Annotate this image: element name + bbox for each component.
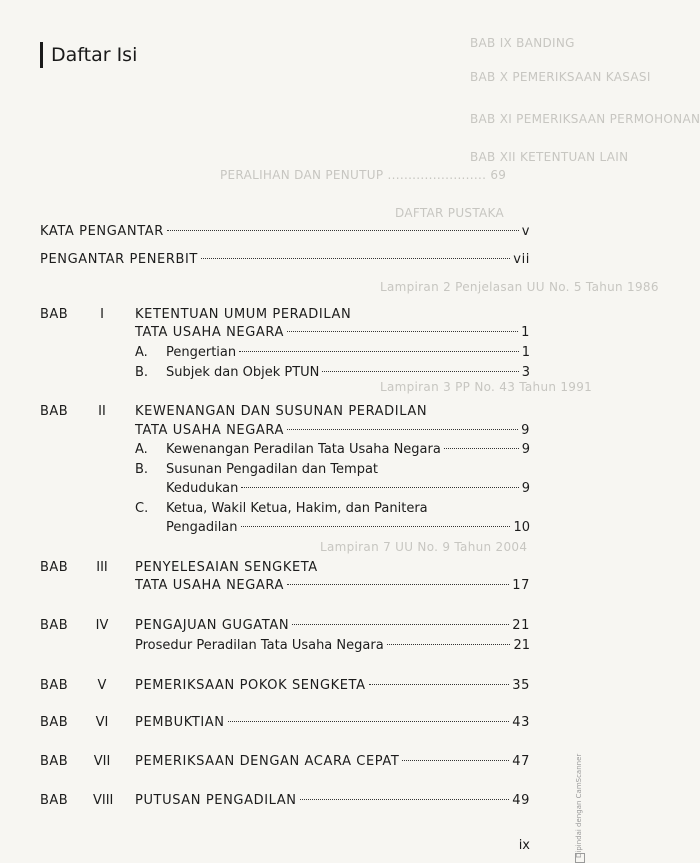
scanner-text: Dipindai dengan CamScanner: [575, 753, 583, 858]
toc-subentry[interactable]: [0, 499, 600, 519]
sub-page: 3: [521, 365, 530, 380]
leader-dots: [300, 799, 510, 800]
bab-number: III: [96, 560, 108, 575]
leader-dots: [287, 429, 518, 430]
chapter-page: 43: [512, 715, 530, 730]
sub-title: Kewenangan Peradilan Tata Usaha Negara: [166, 442, 441, 457]
leader-dots: [287, 331, 518, 332]
bab-number: II: [98, 404, 106, 419]
chapter-title: PEMERIKSAAN DENGAN ACARA CEPAT: [135, 754, 400, 769]
sub-page: 10: [513, 520, 530, 535]
leader-dots: [444, 448, 519, 449]
chapter-page: 17: [512, 578, 530, 593]
sub-title: Ketua, Wakil Ketua, Hakim, dan Panitera: [166, 501, 428, 516]
entry-page: vii: [513, 252, 530, 267]
chapter-ii-heading[interactable]: [0, 402, 600, 422]
leader-dots: [167, 230, 519, 231]
chapter-title: PEMERIKSAAN POKOK SENGKETA: [135, 678, 366, 693]
toc-subentry[interactable]: [0, 636, 600, 656]
chapter-title: TATA USAHA NEGARA: [135, 325, 284, 340]
bab-label: BAB: [40, 618, 69, 633]
toc-subentry[interactable]: [0, 363, 600, 383]
chapter-iv-heading[interactable]: [0, 616, 600, 636]
leader-dots: [292, 624, 509, 625]
bab-number: IV: [95, 618, 109, 633]
toc-entry-kata-pengantar[interactable]: [0, 222, 600, 242]
bab-label: BAB: [40, 678, 69, 693]
sub-page: 1: [521, 345, 530, 360]
chapter-title: TATA USAHA NEGARA: [135, 423, 284, 438]
sub-page: 9: [521, 481, 530, 496]
bab-number: VIII: [93, 793, 114, 808]
bleed-text: PERALIHAN DAN PENUTUP ........................ 69: [220, 168, 507, 182]
sub-letter: B.: [135, 365, 149, 380]
bleed-text: DAFTAR PUSTAKA: [395, 206, 505, 220]
chapter-i-heading[interactable]: [0, 305, 600, 325]
chapter-title: KEWENANGAN DAN SUSUNAN PERADILAN: [135, 404, 428, 419]
sub-title: Kedudukan: [166, 481, 239, 496]
chapter-title: TATA USAHA NEGARA: [135, 578, 284, 593]
bleed-text: Lampiran 2 Penjelasan UU No. 5 Tahun 1986: [380, 280, 659, 294]
leader-dots: [241, 487, 518, 488]
sub-title: Pengertian: [166, 345, 237, 360]
chapter-i-heading-cont[interactable]: [0, 323, 600, 343]
bab-number: VI: [95, 715, 109, 730]
chapter-vii-heading[interactable]: [0, 752, 600, 772]
bab-label: BAB: [40, 793, 69, 808]
chapter-iii-heading-cont[interactable]: [0, 576, 600, 596]
entry-label: KATA PENGANTAR: [40, 224, 164, 239]
chapter-title: PENGAJUAN GUGATAN: [135, 618, 290, 633]
bleed-text: Lampiran 3 PP No. 43 Tahun 1991: [380, 380, 593, 394]
chapter-page: 21: [512, 618, 530, 633]
sub-title: Subjek dan Objek PTUN: [166, 365, 320, 380]
chapter-page: 9: [521, 423, 530, 438]
toc-subentry-cont[interactable]: [0, 518, 600, 538]
leader-dots: [241, 526, 511, 527]
leader-dots: [322, 371, 518, 372]
leader-dots: [287, 584, 509, 585]
bab-label: BAB: [40, 404, 69, 419]
chapter-viii-heading[interactable]: [0, 791, 600, 811]
sub-letter: A.: [135, 345, 148, 360]
toc-subentry-cont[interactable]: [0, 479, 600, 499]
toc-subentry[interactable]: [0, 343, 600, 363]
scanner-watermark: [575, 718, 587, 858]
page-number: ix: [518, 838, 530, 853]
chapter-ii-heading-cont[interactable]: [0, 421, 600, 441]
chapter-title: PEMBUKTIAN: [135, 715, 225, 730]
chapter-iii-heading[interactable]: [0, 558, 600, 578]
chapter-v-heading[interactable]: [0, 676, 600, 696]
bleed-text: BAB X PEMERIKSAAN KASASI: [470, 70, 651, 84]
leader-dots: [239, 351, 519, 352]
chapter-page: 47: [512, 754, 530, 769]
bab-label: BAB: [40, 754, 69, 769]
chapter-title: PENYELESAIAN SENGKETA: [135, 560, 318, 575]
bab-number: V: [97, 678, 107, 693]
camscanner-icon: [575, 853, 585, 863]
bab-label: BAB: [40, 560, 69, 575]
sub-page: 9: [521, 442, 530, 457]
leader-dots: [369, 684, 510, 685]
sub-letter: A.: [135, 442, 148, 457]
chapter-page: 49: [512, 793, 530, 808]
bleed-text: BAB IX BANDING: [470, 36, 575, 50]
entry-label: PENGANTAR PENERBIT: [40, 252, 198, 267]
sub-page: 21: [513, 638, 530, 653]
bab-label: BAB: [40, 715, 69, 730]
page-title: Daftar Isi: [40, 42, 137, 68]
bleed-text: BAB XI PEMERIKSAAN PERMOHONAN: [470, 112, 700, 126]
toc-subentry[interactable]: [0, 460, 600, 480]
sub-letter: B.: [135, 462, 149, 477]
bab-number: I: [100, 307, 104, 322]
leader-dots: [228, 721, 510, 722]
leader-dots: [402, 760, 509, 761]
sub-title: Pengadilan: [166, 520, 238, 535]
bleed-text: Lampiran 7 UU No. 9 Tahun 2004: [320, 540, 528, 554]
sub-letter: C.: [135, 501, 149, 516]
bab-label: BAB: [40, 307, 69, 322]
leader-dots: [201, 258, 510, 259]
chapter-page: 35: [512, 678, 530, 693]
chapter-page: 1: [521, 325, 530, 340]
sub-title: Susunan Pengadilan dan Tempat: [166, 462, 379, 477]
title-bar: [40, 42, 43, 68]
toc-subentry[interactable]: [0, 440, 600, 460]
toc-entry-pengantar-penerbit[interactable]: [0, 250, 600, 270]
bleed-text: BAB XII KETENTUAN LAIN: [470, 150, 629, 164]
chapter-vi-heading[interactable]: [0, 713, 600, 733]
chapter-title: PUTUSAN PENGADILAN: [135, 793, 297, 808]
bab-number: VII: [93, 754, 111, 769]
sub-title: Prosedur Peradilan Tata Usaha Negara: [135, 638, 384, 653]
leader-dots: [387, 644, 511, 645]
chapter-title: KETENTUAN UMUM PERADILAN: [135, 307, 352, 322]
entry-page: v: [521, 224, 530, 239]
